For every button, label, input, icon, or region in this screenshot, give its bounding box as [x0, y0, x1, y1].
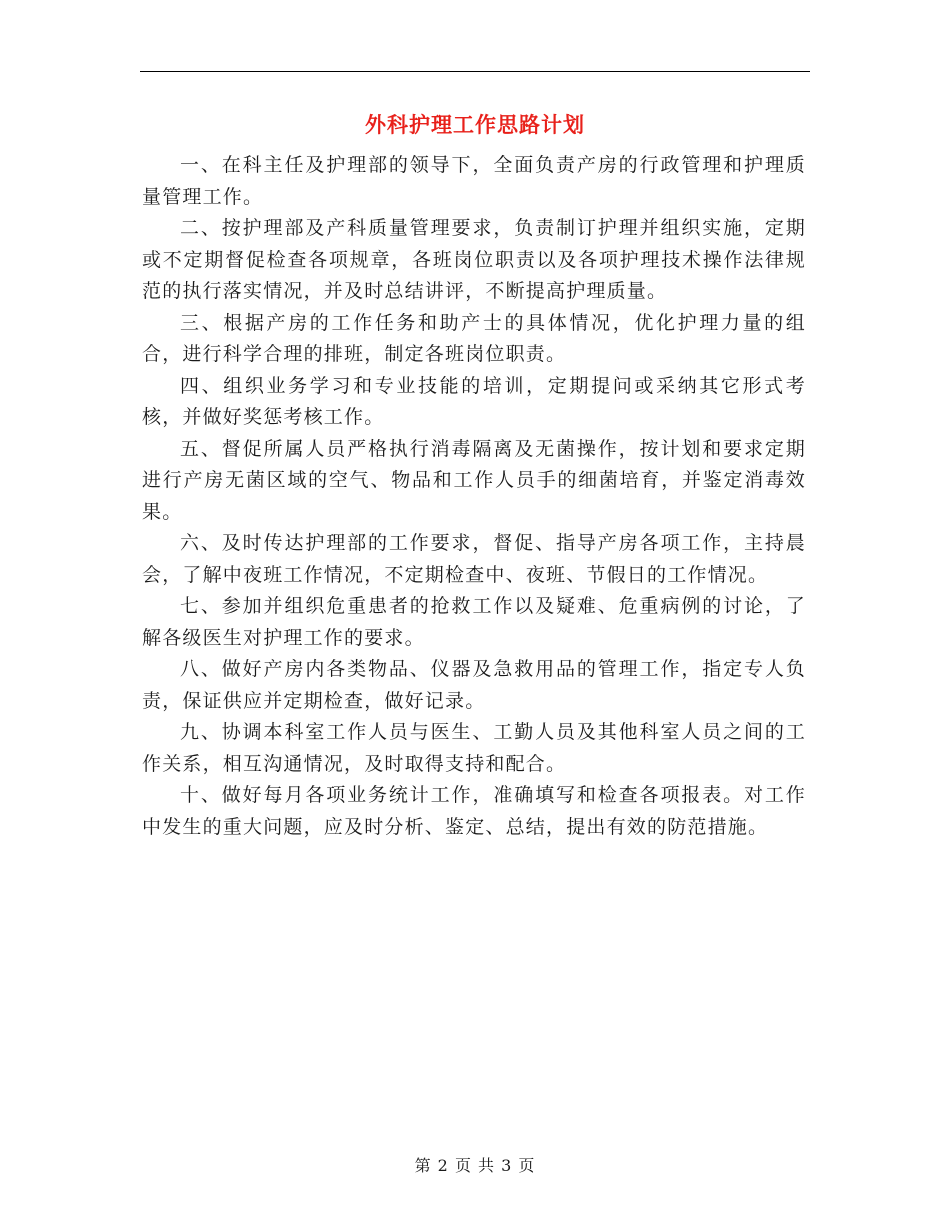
paragraph-5: 五、督促所属人员严格执行消毒隔离及无菌操作，按计划和要求定期进行产房无菌区域的空气、物品和工作人员手的细菌培育，并鉴定消毒效果。 [142, 437, 806, 523]
paragraph-2: 二、按护理部及产科质量管理要求，负责制订护理并组织实施，定期或不定期督促检查各项规章，各班岗位职责以及各项护理技术操作法律规范的执行落实情况，并及时总结讲评，不断提高护理质量。 [142, 217, 806, 302]
page-number-footer: 第 2 页 共 3 页 [414, 1156, 536, 1175]
paragraph-6: 六、及时传达护理部的工作要求，督促、指导产房各项工作，主持晨会，了解中夜班工作情况，不定期检查中、夜班、节假日的工作情况。 [142, 532, 806, 586]
header-rule [140, 71, 810, 72]
paragraph-10: 十、做好每月各项业务统计工作，准确填写和检查各项报表。对工作中发生的重大问题，应及时分析、鉴定、总结，提出有效的防范措施。 [142, 784, 806, 838]
paragraph-8: 八、做好产房内各类物品、仪器及急救用品的管理工作，指定专人负责，保证供应并定期检查，做好记录。 [142, 658, 806, 712]
document-title: 外科护理工作思路计划 [365, 112, 585, 137]
document-body [142, 150, 806, 843]
paragraph-1: 一、在科主任及护理部的领导下，全面负责产房的行政管理和护理质量管理工作。 [142, 154, 806, 208]
paragraph-4: 四、组织业务学习和专业技能的培训，定期提问或采纳其它形式考核，并做好奖惩考核工作。 [142, 374, 806, 428]
paragraph-9: 九、协调本科室工作人员与医生、工勤人员及其他科室人员之间的工作关系，相互沟通情况，及时取得支持和配合。 [142, 721, 806, 775]
paragraph-7: 七、参加并组织危重患者的抢救工作以及疑难、危重病例的讨论，了解各级医生对护理工作的要求。 [142, 595, 806, 649]
paragraph-3: 三、根据产房的工作任务和助产士的具体情况，优化护理力量的组合，进行科学合理的排班，制定各班岗位职责。 [142, 311, 806, 365]
